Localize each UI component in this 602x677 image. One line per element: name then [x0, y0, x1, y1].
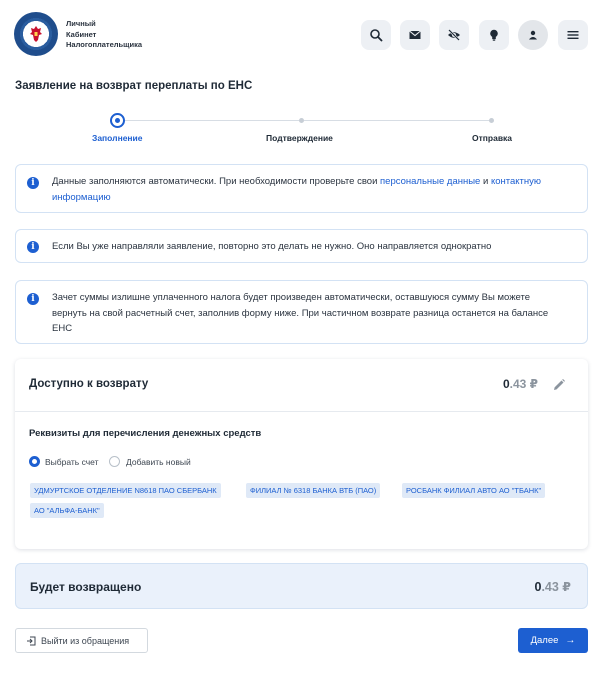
returned-amount [534, 579, 571, 594]
eagle-emblem-icon [29, 25, 43, 43]
page-title: Заявление на возврат переплаты по ЕНС [15, 80, 253, 92]
eye-off-icon [447, 28, 461, 42]
step-indicator-active [110, 113, 125, 128]
contact-info-link-text: контактную [490, 176, 541, 187]
radio-add-new[interactable] [109, 456, 120, 467]
contact-info-link-text: информацию [52, 191, 111, 203]
exit-icon [26, 636, 36, 646]
next-button-label: Далее [530, 635, 559, 646]
info-text-part: и [480, 176, 491, 187]
info-icon: i [27, 177, 39, 189]
menu-icon [566, 28, 580, 42]
personal-data-link[interactable]: персональные данные [380, 176, 481, 187]
requisites-title: Реквизиты для перечисления денежных средств [29, 428, 262, 439]
info-box-autofill [15, 164, 588, 213]
info-icon: i [27, 293, 39, 305]
profile-button[interactable] [518, 20, 548, 50]
amount-decimal: .43 ₽ [541, 580, 571, 594]
brand-name [66, 19, 142, 51]
tips-button[interactable] [479, 20, 509, 50]
next-button[interactable] [518, 628, 588, 653]
info-text-line: Зачет суммы излишне уплаченного налога будет произведен автоматически, оставшуюся сумму Вы можете [52, 292, 531, 303]
available-title: Доступно к возврату [29, 378, 149, 390]
exit-button[interactable] [15, 628, 148, 653]
info-text-line: ЕНС [52, 323, 73, 334]
available-amount [503, 377, 538, 391]
step-label-sending: Отправка [472, 133, 513, 143]
amount-integer: 0 [502, 377, 510, 391]
search-button[interactable] [361, 20, 391, 50]
bank-account-chip[interactable]: УДМУРТСКОЕ ОТДЕЛЕНИЕ N8618 ПАО СБЕРБАНК [30, 483, 221, 498]
brand-line: Налогоплательщика [66, 40, 142, 49]
amount-integer: 0 [534, 580, 542, 594]
radio-select-account-label[interactable]: Выбрать счет [45, 457, 99, 467]
info-box-offset [15, 280, 588, 344]
step-indicator [299, 118, 304, 123]
messages-button[interactable] [400, 20, 430, 50]
progress-stepper [0, 110, 602, 150]
pencil-icon[interactable] [552, 378, 566, 392]
fns-logo[interactable] [14, 12, 58, 56]
exit-button-label: Выйти из обращения [41, 635, 130, 646]
info-text [52, 290, 577, 337]
bank-account-chip[interactable]: АО "АЛЬФА-БАНК" [30, 503, 104, 518]
radio-add-new-label[interactable]: Добавить новый [126, 457, 191, 467]
returned-summary [15, 563, 588, 609]
card-header [15, 359, 588, 412]
radio-select-account[interactable] [29, 456, 40, 467]
user-icon [526, 28, 540, 42]
mail-icon [408, 28, 422, 42]
info-icon: i [27, 241, 39, 253]
stepper-line [304, 120, 489, 121]
lightbulb-icon [487, 28, 501, 42]
info-text: Если Вы уже направляли заявление, повторно это делать не нужно. Оно направляется однократно [52, 241, 492, 252]
brand-line: Кабинет [66, 29, 97, 39]
refund-card [15, 359, 588, 549]
arrow-right-icon: → [565, 635, 576, 646]
amount-decimal: .43 ₽ [509, 377, 538, 391]
step-label-filling: Заполнение [92, 133, 143, 143]
search-icon [369, 28, 383, 42]
brand-line: Личный [66, 19, 96, 28]
step-indicator [489, 118, 494, 123]
menu-button[interactable] [558, 20, 588, 50]
step-label-confirmation: Подтверждение [266, 133, 333, 143]
info-text [52, 174, 577, 205]
bank-account-chip[interactable]: РОСБАНК ФИЛИАЛ АВТО АО "ТБАНК" [402, 483, 545, 498]
stepper-line [125, 120, 299, 121]
info-box-already-sent [15, 229, 588, 263]
info-text-line: вернуть на свой расчетный счет, заполнив форму ниже. При частичном возврате разница останется на балансе [52, 307, 549, 319]
info-text-part: Данные заполняются автоматически. При необходимости проверьте свои [52, 176, 381, 187]
app-header [0, 0, 602, 72]
hide-balance-button[interactable] [439, 20, 469, 50]
bank-account-chip[interactable]: ФИЛИАЛ № 6318 БАНКА ВТБ (ПАО) [246, 483, 380, 498]
returned-title: Будет возвращено [30, 580, 142, 594]
